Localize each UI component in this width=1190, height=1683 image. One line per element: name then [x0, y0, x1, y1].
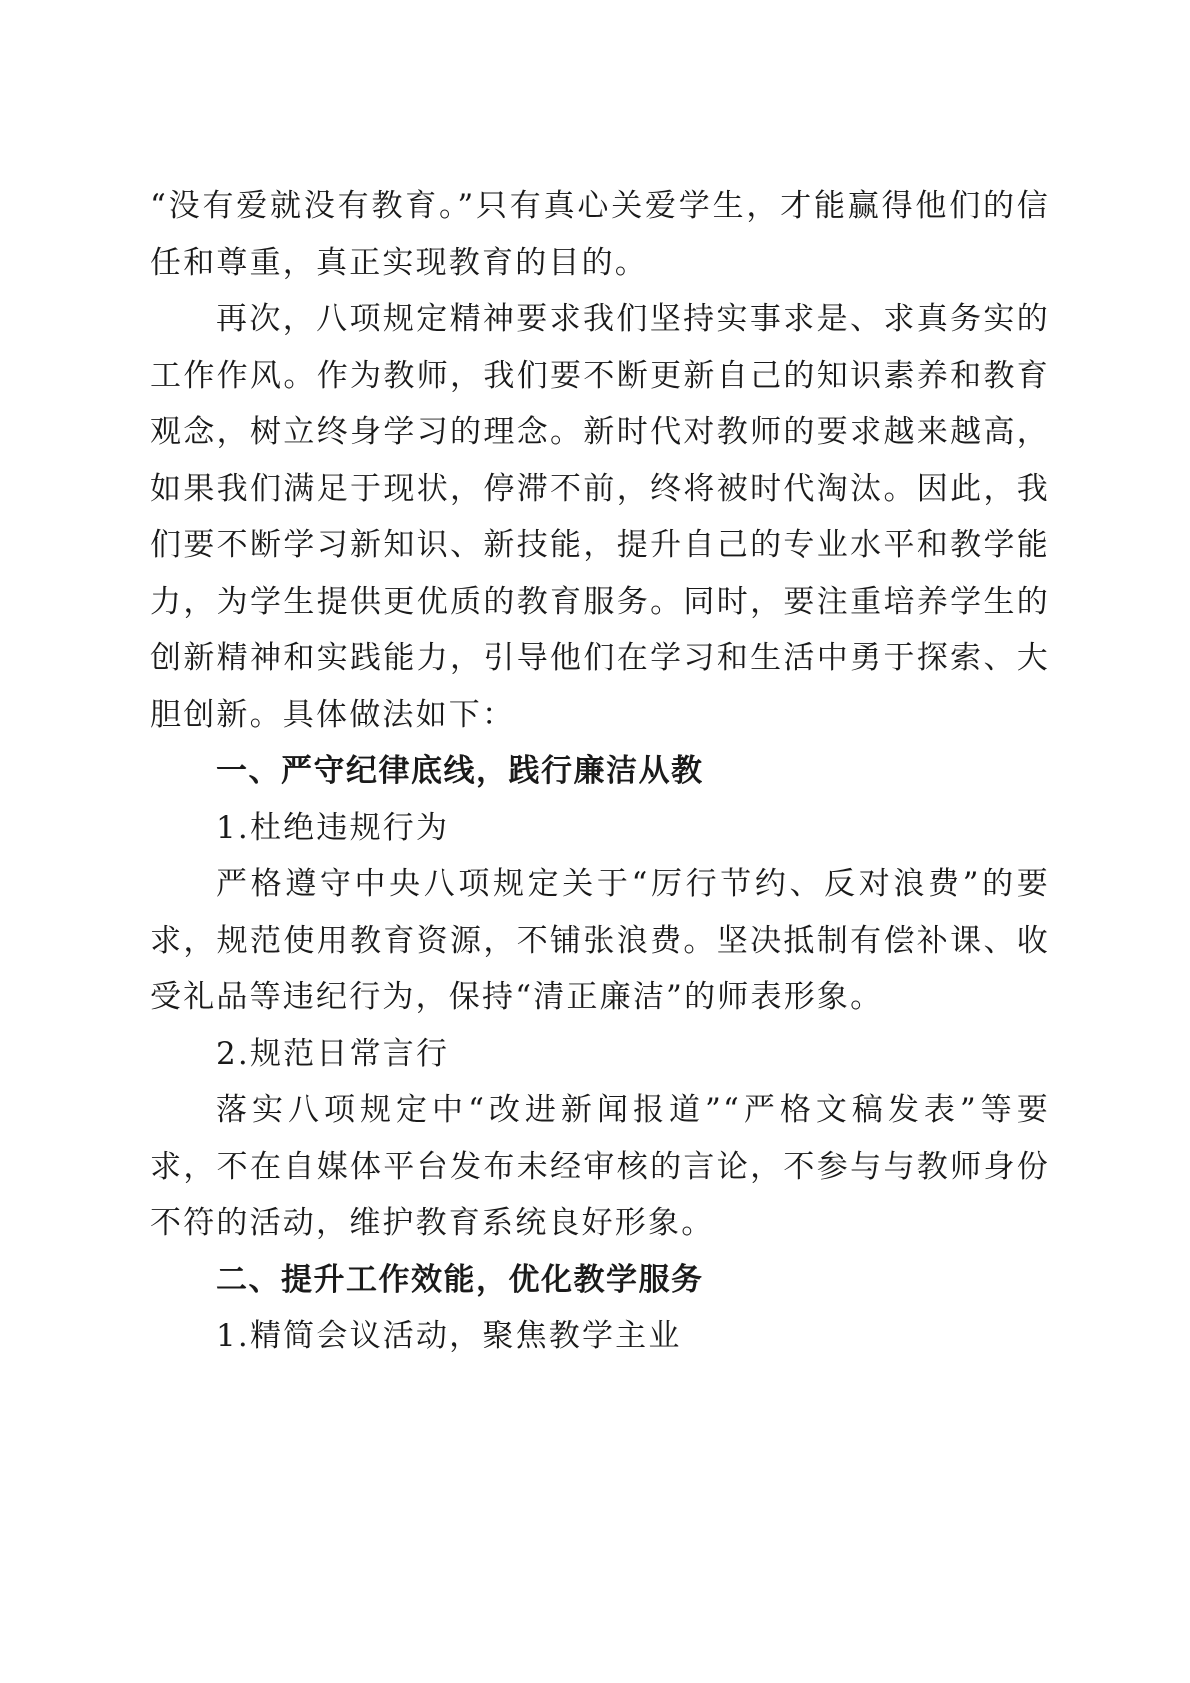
section-heading-discipline: 一、严守纪律底线，践行廉洁从教	[216, 753, 704, 789]
document-body	[150, 178, 1050, 1365]
subheading-conduct: 2.规范日常言行	[216, 1035, 450, 1072]
paragraph-work-style: 再次，八项规定精神要求我们坚持实事求是、求真务实的工作作风。作为教师，我们要不断更新自己的知识素养和教育观念，树立终身学习的理念。新时代对教师的要求越来越高，如果我们满足于现状，停滞不前，终将被时代淘汰。因此，我们要不断学习新知识、新技能，提升自己的专业水平和教学能力，为学生提供更优质的教育服务。同时，要注重培养学生的创新精神和实践能力，引导他们在学习和生活中勇于探索、大胆创新。具体做法如下：	[150, 301, 1050, 733]
paragraph-frugality: 严格遵守中央八项规定关于“厉行节约、反对浪费”的要求，规范使用教育资源，不铺张浪费。坚决抵制有偿补课、收受礼品等违纪行为，保持“清正廉洁”的师表形象。	[150, 866, 1050, 1015]
paragraph-quote-conclusion: “没有爱就没有教育。”只有真心关爱学生，才能赢得他们的信任和尊重，真正实现教育的目的。	[150, 188, 1050, 281]
subheading-streamline-meetings: 1.精简会议活动，聚焦教学主业	[216, 1318, 682, 1354]
paragraph-reporting-rules: 落实八项规定中“改进新闻报道”“严格文稿发表”等要求，不在自媒体平台发布未经审核的言论，不参与与教师身份不符的活动，维护教育系统良好形象。	[150, 1092, 1050, 1241]
subheading-prohibit-violations: 1.杜绝违规行为	[216, 809, 450, 846]
section-heading-efficiency: 二、提升工作效能，优化教学服务	[216, 1261, 704, 1298]
